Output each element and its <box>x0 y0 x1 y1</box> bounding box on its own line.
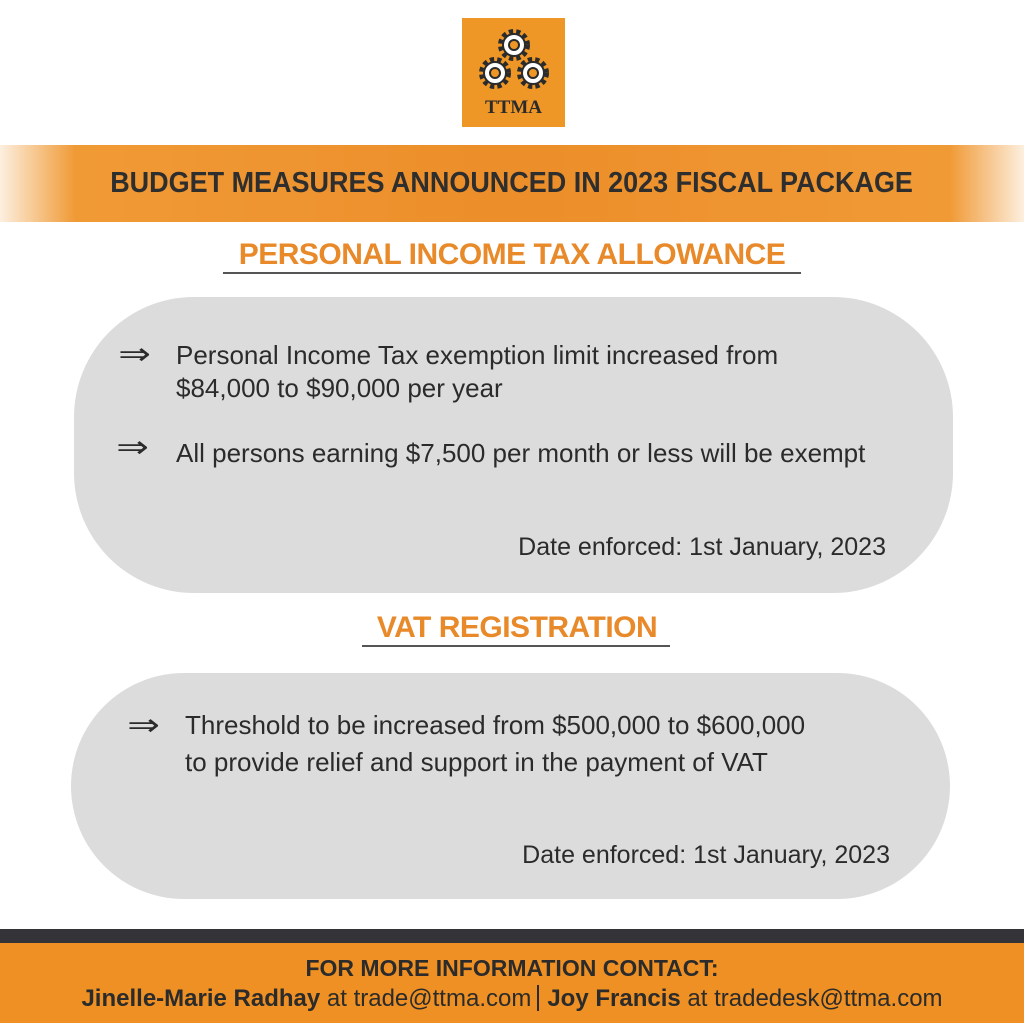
contact-line <box>0 985 1024 1013</box>
heading-underline <box>223 272 801 274</box>
ttma-logo <box>462 18 565 127</box>
title-banner <box>0 145 1024 222</box>
contact-name: Joy Francis <box>547 985 681 1012</box>
footer <box>0 943 1024 1023</box>
section-heading-income-tax: PERSONAL INCOME TAX ALLOWANCE <box>238 238 786 271</box>
bullet-line: $84,000 to $90,000 per year <box>176 373 503 403</box>
bullet-line: Personal Income Tax exemption limit increased from <box>176 340 779 370</box>
logo-text: TTMA <box>485 97 542 118</box>
footer-divider <box>0 929 1024 943</box>
separator <box>537 985 539 1011</box>
contact-name: Jinelle-Marie Radhay <box>81 985 321 1012</box>
bullet-item <box>176 437 946 470</box>
date-enforced: Date enforced: 1st January, 2023 <box>518 533 886 561</box>
bullet-item <box>176 339 936 405</box>
bullet-line: to provide relief and support in the payment of VAT <box>185 747 768 777</box>
date-enforced: Date enforced: 1st January, 2023 <box>522 841 890 869</box>
bullet-item <box>185 709 925 779</box>
page-title: BUDGET MEASURES ANNOUNCED IN 2023 FISCAL PACKAGE <box>110 167 914 199</box>
double-arrow-right-icon: ⇒ <box>118 338 151 371</box>
contact-email[interactable]: at trade@ttma.com <box>320 985 532 1012</box>
section-heading-vat: VAT REGISTRATION <box>376 611 658 644</box>
heading-underline <box>362 645 670 647</box>
double-arrow-right-icon: ⇒ <box>127 709 160 742</box>
bullet-line: Threshold to be increased from $500,000 to $600,000 <box>185 710 806 740</box>
bullet-line: All persons earning $7,500 per month or less will be exempt <box>176 438 866 468</box>
double-arrow-right-icon: ⇒ <box>116 431 149 464</box>
contact-email[interactable]: at tradedesk@ttma.com <box>680 985 943 1012</box>
footer-title: FOR MORE INFORMATION CONTACT: <box>305 955 719 981</box>
